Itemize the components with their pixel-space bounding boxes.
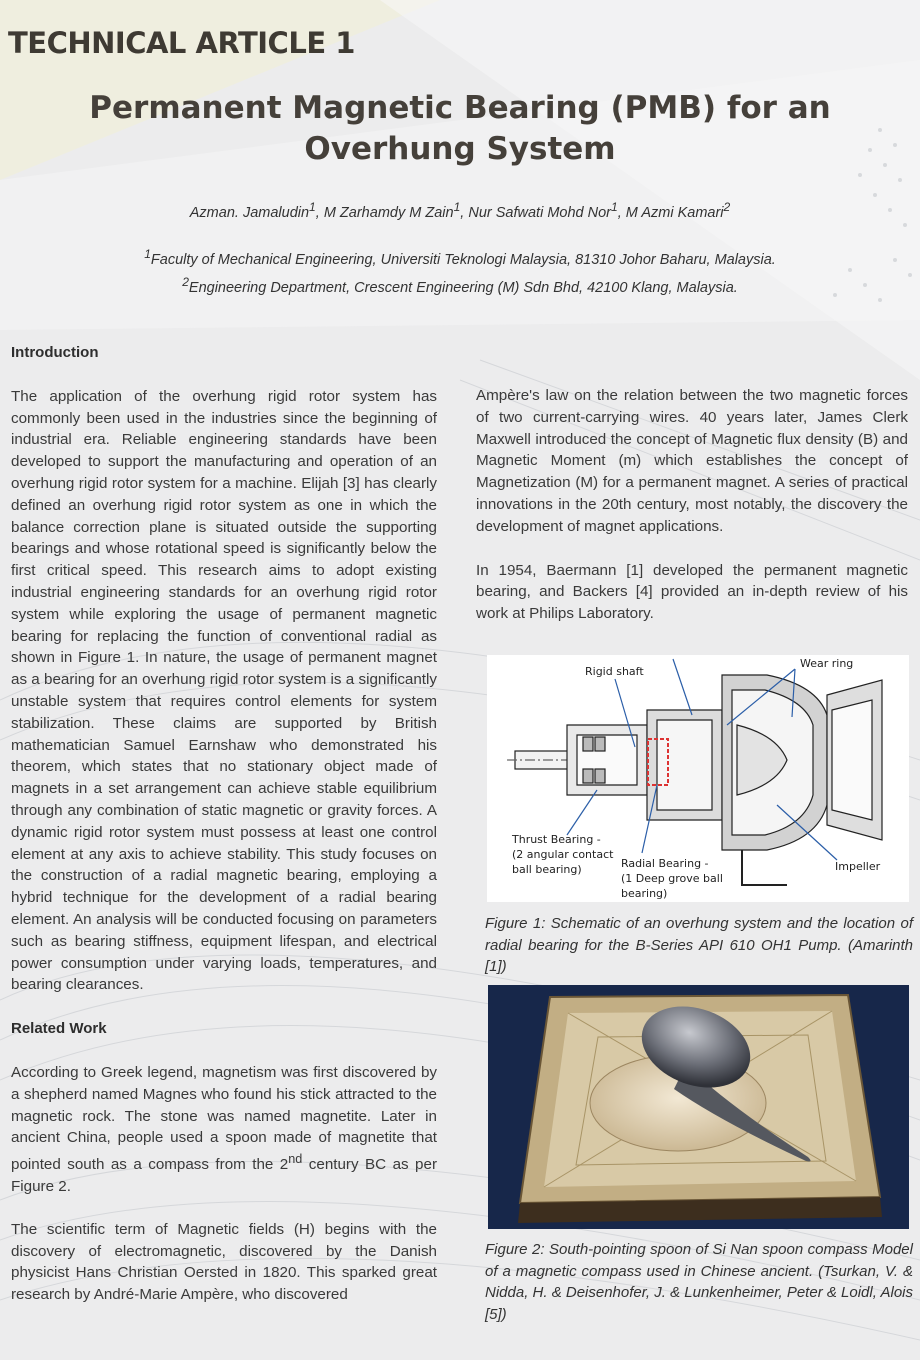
affiliation-list [40,243,880,299]
figure-1-pump-schematic [487,655,909,902]
introduction-paragraph: The application of the overhung rigid rotor system has commonly been used in the industries since the beginning of industrial era. Reliable engineering standards have been developed to support the manufacturing and operation of an overhung rigid rotor system for a machine. Elijah [3] has clearly defined an overhung rigid rotor system as one in which the balance correction plane is situated outside the supporting bearings and whose rotational speed is significantly below the first critical speed. This research aims to adopt existing industrial engineering standards for an overhung rigid rotor system while exploring the usage of permanent magnetic bearing for replacing the function of conventional radial as shown in Figure 1. In nature, the usage of permanent magnet as a bearing for an overhung rigid rotor system is a significantly unstable system that requires control elements for system stabilization. These claims are supported by British mathematician Samuel Earnshaw who demonstrated his theorem, which states that no stationary object made of magnets in a set arrangement can achieve stable equilibrium through any combination of static magnetic or gravity forces. A dynamic rigid rotor system must possess at least one control element at any axis to achieve stability. This study focuses on the construction of a radial magnetic bearing, employing a hybrid technique for the development of a radial bearing element. An analysis will be conducted focusing on parameters such as bearing stiffness, equipment lifespan, and electrical power consumption under varying loads, temperatures, and bearing clearances. [11,387,437,994]
label-thrust-bearing-1: Thrust Bearing - [512,833,601,846]
related-work-paragraph-2: The scientific term of Magnetic fields (H) begins with the discovery of electromagnetic, discovered by the Danish physicist Hans Christian Oersted in 1820. This sparked great research by André-Marie Ampère, who discovered [11,1220,437,1304]
author-affiliation-mark: 2 [723,200,731,214]
pump-schematic-drawing [487,655,909,902]
label-radial-bearing-1: Radial Bearing - [621,857,709,870]
author-affiliation-mark: 1 [309,200,316,214]
right-column [476,385,908,625]
label-wear-ring: Wear ring [800,657,854,670]
label-impeller: Impeller [835,860,881,873]
affiliation: $^1$Faculty of Mechanical Engineering, Universiti Teknologi Malaysia, 81310 Johor Baharu, Malaysia. [144,247,776,268]
label-radial-bearing-2: (1 Deep grove ball [621,872,723,885]
section-tag: TECHNICAL ARTICLE 1 [8,26,355,60]
author-list: Azman. Jamaludin$^1$, M Zarhamdy M Zain$^1$, Nur Safwati Mohd Nor$^1$, M Azmi Kamari$^2$ [189,200,731,221]
introduction-heading: Introduction [11,344,99,361]
label-thrust-bearing-2: (2 angular contact [512,848,614,861]
left-column [11,342,437,1306]
related-work-paragraph-1: According to Greek legend, magnetism was first discovered by a shepherd named Magnes who found his stick attracted to the magnetic rock. The stone was named magnetite. Later in ancient China, people used a spoon made of magnetite that pointed south as a compass from the 2nd century BC as per Figure 2. [11,1063,437,1195]
author-name: Azman. Jamaludin [189,204,310,221]
figure-1-caption: Figure 1: Schematic of an overhung system and the location of radial bearing for the B-Series API 610 OH1 Pump. (Amarinth [1]) [485,915,913,976]
label-rigid-shaft: Rigid shaft [585,665,644,678]
spoon-compass-illustration [488,985,909,1229]
author-name: M Zarhamdy M Zain [323,204,454,221]
author-name: Nur Safwati Mohd Nor [468,204,611,221]
figure-2-caption: Figure 2: South-pointing spoon of Si Nan spoon compass Model of a magnetic compass used in Chinese ancient. (Tsurkan, V. & Nidda, H. & Deisenhofer, J. & Lunkenheimer, Peter & Loidl, Alois [5]) [485,1241,914,1323]
figure-2-spoon-compass-photo [488,985,909,1229]
author-affiliation-mark: 1 [610,200,618,214]
author-affiliation-mark: 1 [453,200,461,214]
author-name: M Azmi Kamari [625,204,724,221]
article-title: Permanent Magnetic Bearing (PMB) for an Overhung System [89,90,831,167]
baermann-paragraph: In 1954, Baermann [1] developed the permanent magnetic bearing, and Backers [4] provided an in-depth review of his work at Philips Laboratory. [476,561,908,623]
affiliation: $^2$Engineering Department, Crescent Engineering (M) Sdn Bhd, 42100 Klang, Malaysia. [182,274,738,296]
maxwell-paragraph: Ampère's law on the relation between the two magnetic forces of two current-carrying wires. 40 years later, James Clerk Maxwell introduced the concept of Magnetic flux density (B) and Magnetic Moment (m) which establishes the concept of Magnetization (M) for a permanent magnet. A series of practical innovations in the 20th century, most notably, the discovery the development of magnet applications. [476,387,908,535]
label-thrust-bearing-3: ball bearing) [512,863,582,876]
label-radial-bearing-3: bearing) [621,887,668,900]
related-work-heading: Related Work [11,1020,107,1038]
